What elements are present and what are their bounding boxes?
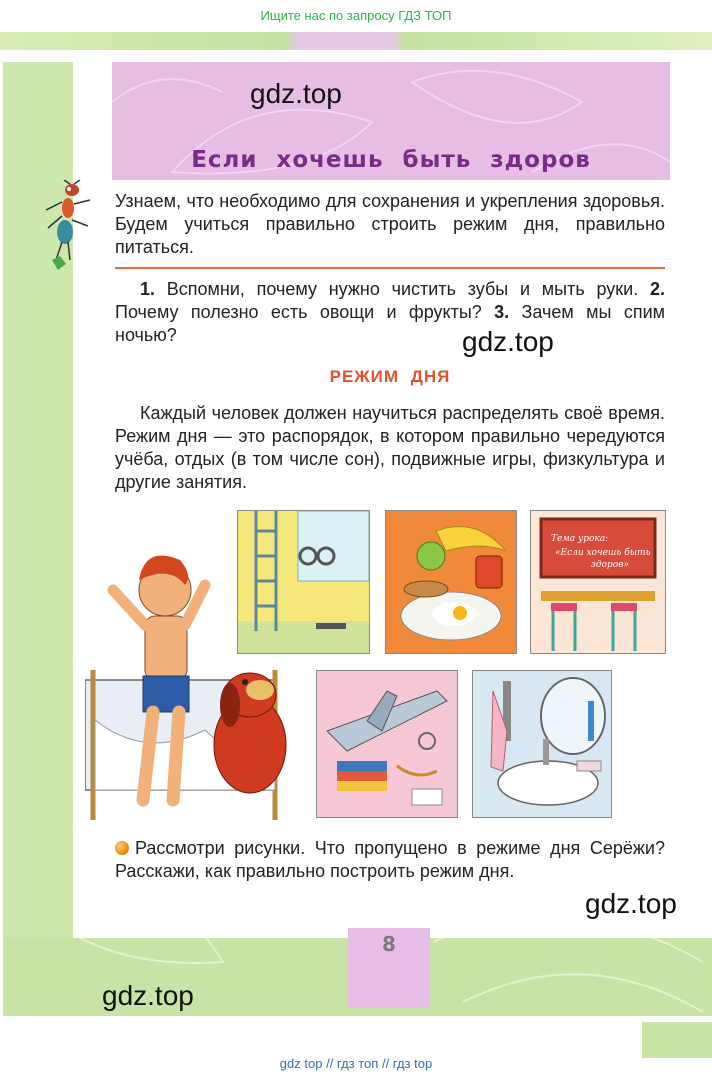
page-number: 8 (382, 932, 396, 956)
question-number: 1. (140, 279, 156, 299)
question-number: 2. (649, 279, 665, 299)
watermark: gdz.top (585, 888, 677, 919)
ant-mascot-icon (38, 180, 98, 275)
footer-link[interactable]: гдз top (392, 1056, 433, 1071)
chalkboard-text: здоров» (591, 560, 629, 570)
orange-bullet-icon (115, 841, 129, 855)
chalkboard-text: Тема урока: (551, 534, 609, 544)
review-questions (115, 278, 665, 347)
question-number: 3. (494, 302, 510, 322)
breakfast-picture (385, 510, 517, 654)
divider-line (115, 267, 665, 269)
watermark: gdz.top (102, 980, 194, 1011)
section-title: РЕЖИМ ДНЯ (329, 367, 451, 386)
previous-page-edge (0, 32, 712, 50)
crafts-hobby-picture (316, 670, 458, 818)
page-title: Если хочешь быть здоров (191, 147, 591, 173)
watermark: gdz.top (250, 78, 342, 109)
chalkboard-text: «Если хочешь быть (555, 548, 651, 558)
daily-routine-paragraph: Каждый человек должен научиться распределять своё время. Режим дня — это распорядок, в котором правильно чередуются учёба, отдых (в том числе сон), подвижные игры, физкультура и другие занятия. (115, 403, 665, 492)
site-banner[interactable]: Ищите нас по запросу ГДЗ ТОП (0, 0, 712, 32)
footer-link[interactable]: гдз топ (336, 1056, 379, 1071)
title-box (112, 62, 670, 180)
washing-up-picture (472, 670, 612, 818)
footer-link[interactable]: gdz top (279, 1056, 323, 1071)
next-page-edge (3, 1022, 712, 1058)
bottom-links: gdz top // гдз топ // гдз top (279, 1056, 433, 1071)
task-body: Рассмотри рисунки. Что пропущено в режиме дня Серёжи? Расскажи, как правильно построить режим дня. (115, 838, 665, 881)
question-text: Зачем мы спим ночью? (115, 302, 665, 345)
task-text (115, 837, 665, 883)
intro-text: Узнаем, что необходимо для сохранения и укрепления здоровья. Будем учиться правильно строить режим дня, правильно питаться. (115, 191, 665, 257)
gym-exercise-picture (237, 510, 370, 654)
watermark: gdz.top (462, 326, 554, 357)
classroom-picture (530, 510, 666, 654)
right-margin (669, 62, 712, 938)
question-text: Почему полезно есть овощи и фрукты? (115, 302, 495, 322)
question-text: Вспомни, почему нужно чистить зубы и мыть руки. (155, 279, 650, 299)
